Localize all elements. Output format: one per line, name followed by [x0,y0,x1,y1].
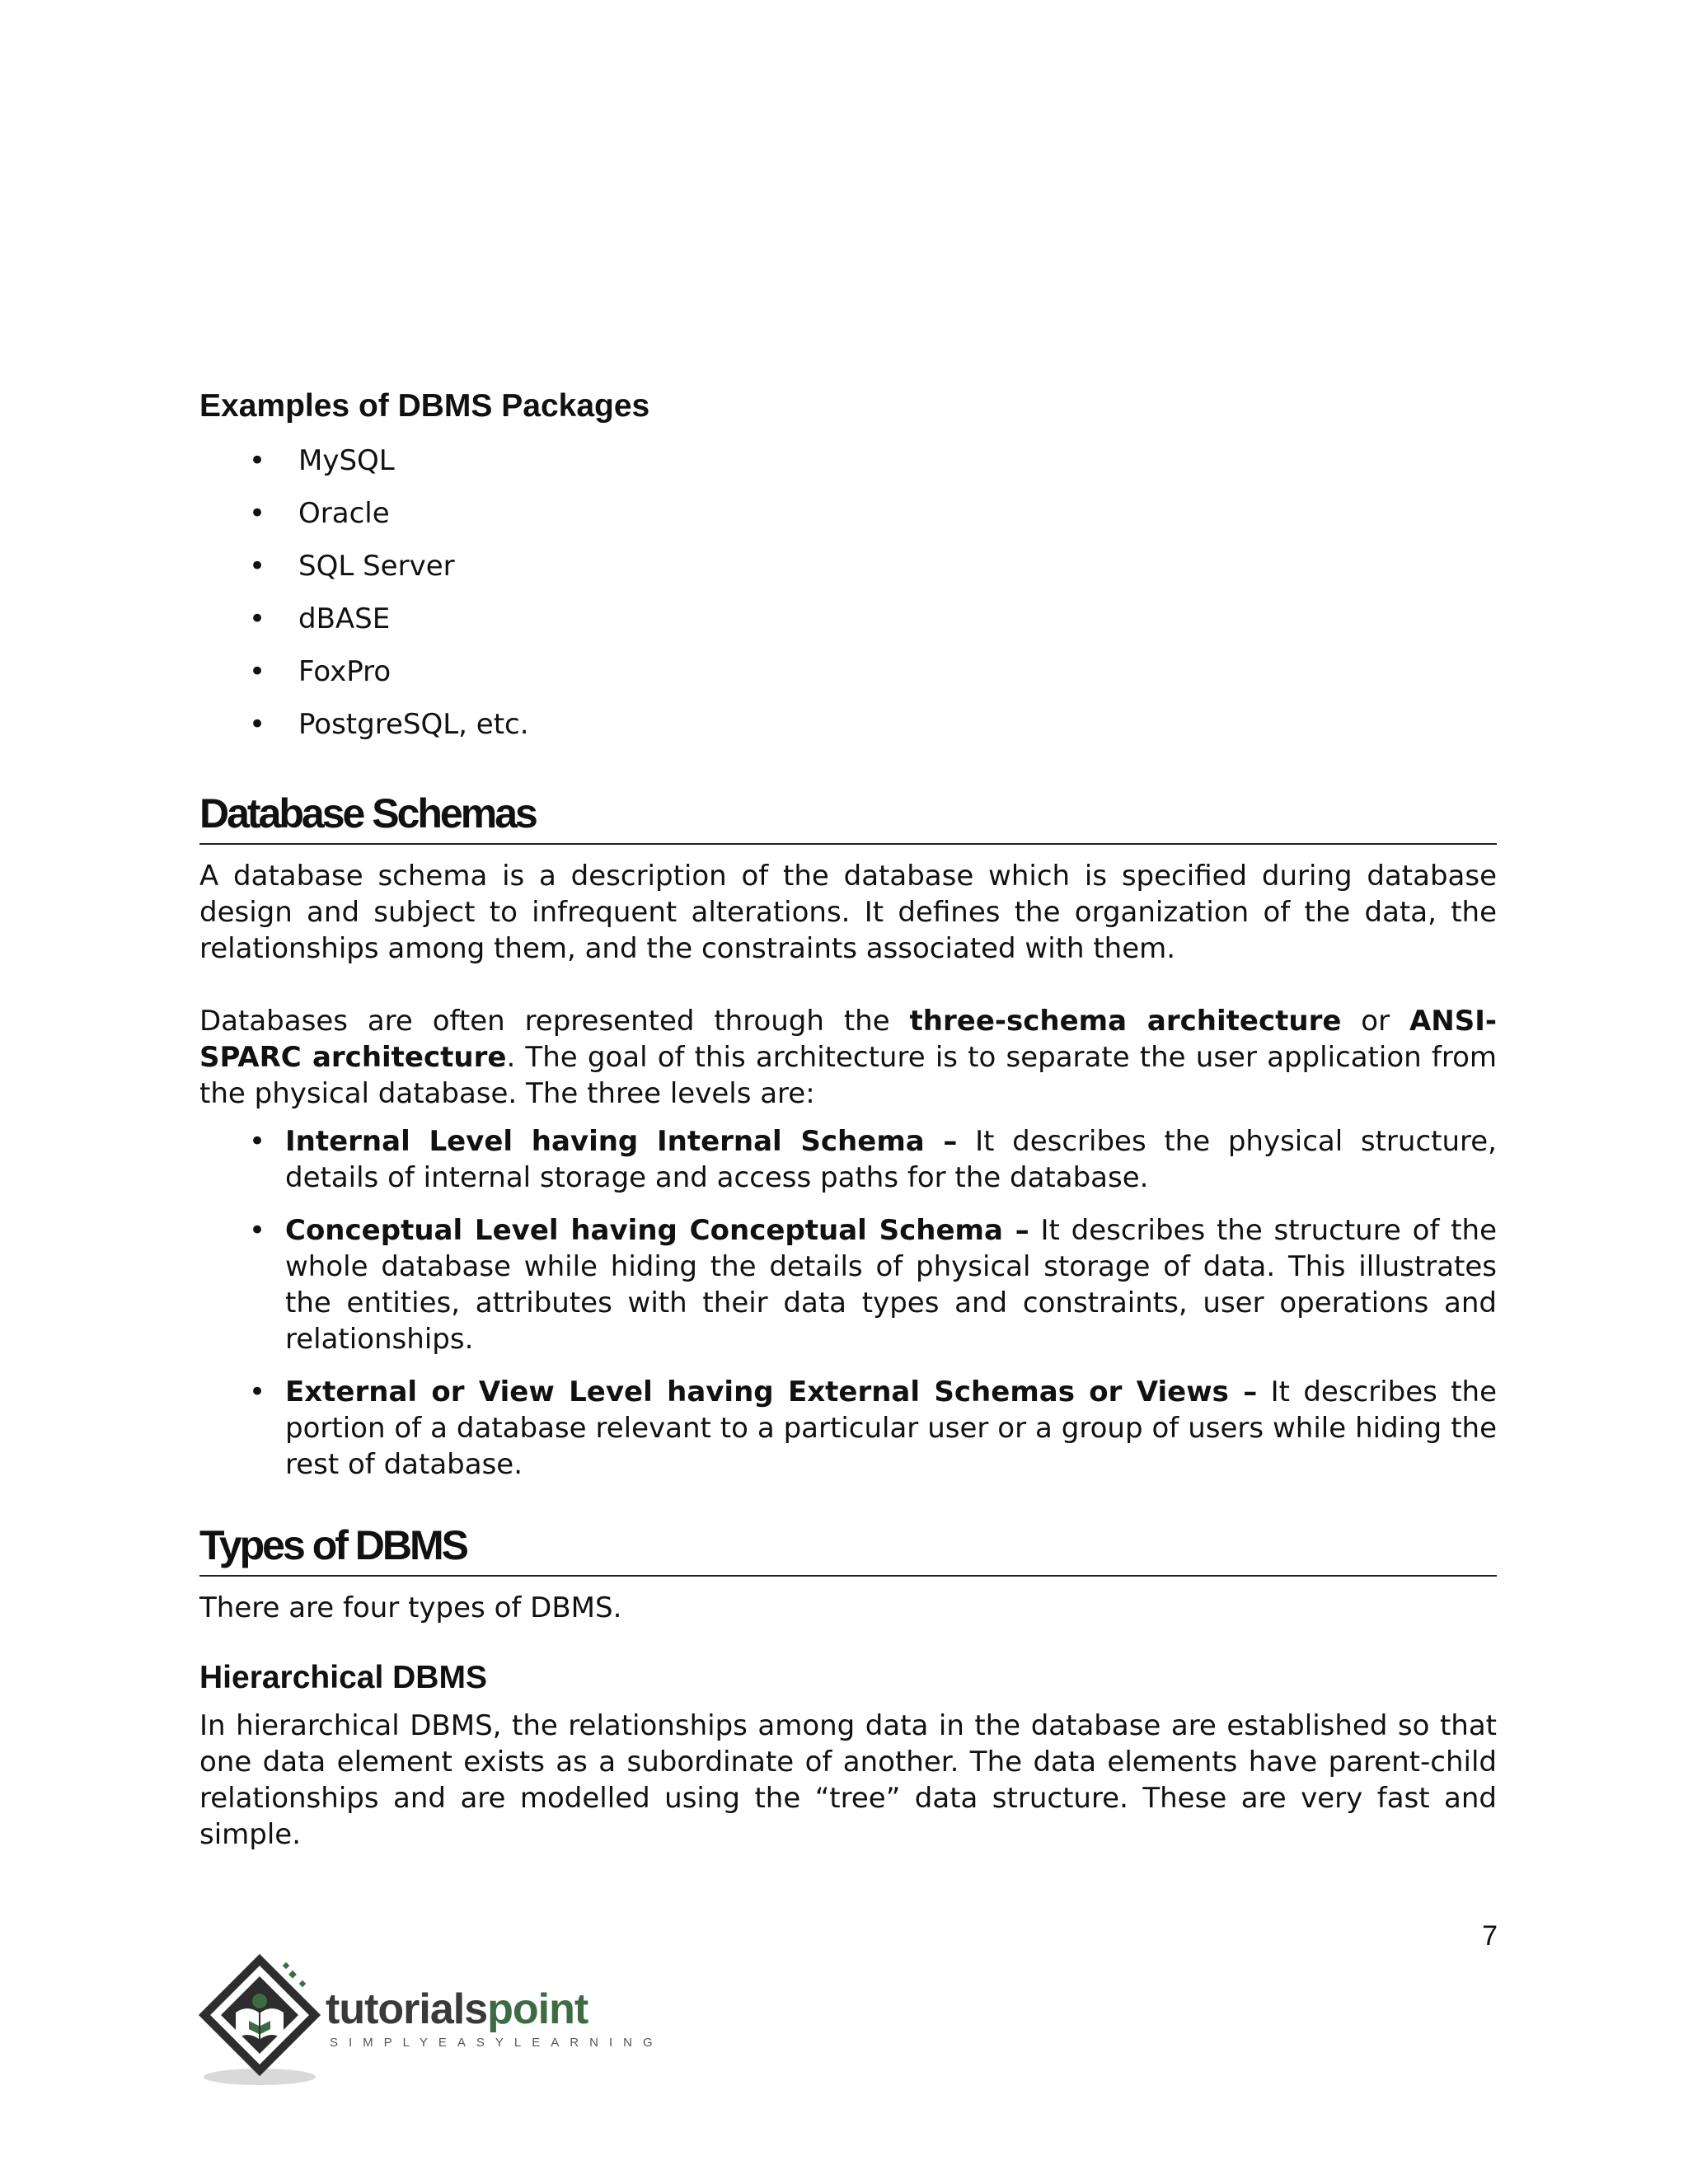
level-desc: It describes the structure of the whole database while hiding the details of physical storage of data. This illustrates the entities, attributes with their data types and constraints, user operations and relationships. [285,1213,1497,1356]
level-desc: It describes the portion of a database relevant to a particular user or a group of users while hiding the rest of database. [285,1375,1498,1481]
three-schema-term: three-schema architecture [909,1004,1342,1038]
tutorialspoint-logo [198,1953,663,2093]
level-term: Internal Level having Internal Schema – [285,1124,958,1158]
list-item: • Oracle [199,487,1497,540]
list-item: • dBASE [199,593,1497,645]
list-item: • MySQL [199,434,1497,487]
schemas-heading: Database Schemas [199,789,1497,845]
list-item: • SQL Server [199,540,1497,593]
list-item: • PostgreSQL, etc. [199,698,1497,751]
page-number: 7 [1482,1920,1498,1952]
logo-wordmark: tutorialspoint [326,1985,588,2033]
list-item: • FoxPro [199,645,1497,698]
logo-tagline: SIMPLYEASYLEARNING [330,2036,663,2050]
list-item [199,1212,1497,1357]
page-content [199,387,1497,1853]
list-item [199,1123,1497,1196]
architecture-paragraph: Databases are often represented through the three-schema architecture or ANSI-SPARC architecture. The goal of this architecture is to separate the user application from the physical database. The three levels are: [199,1004,1498,1110]
packages-heading: Examples of DBMS Packages [199,388,650,424]
schemas-intro: A database schema is a description of the database which is specified during database design and subject to infrequent alterations. It defines the organization of the data, the relationships among them, and the constraints associated with them. [199,859,1497,965]
schema-levels-list [199,1123,1497,1483]
packages-list [199,434,1497,751]
hierarchical-heading: Hierarchical DBMS [199,1659,487,1695]
types-intro: There are four types of DBMS. [199,1591,622,1624]
hierarchical-body: In hierarchical DBMS, the relationships among data in the database are established so that one data element exists as a subordinate of another. The data elements have parent-child relationships and are modelled using the “tree” data structure. These are very fast and simple. [199,1708,1497,1851]
types-heading: Types of DBMS [199,1521,1497,1577]
level-desc: It describes the physical structure, details of internal storage and access paths for the database. [285,1124,1497,1194]
level-term: Conceptual Level having Conceptual Schema – [285,1213,1029,1247]
book-diamond-icon [198,1953,321,2093]
list-item [199,1374,1497,1483]
level-term: External or View Level having External Schemas or Views – [285,1375,1258,1408]
ansi-sparc-term: ANSI-SPARC architecture [199,1004,1498,1074]
